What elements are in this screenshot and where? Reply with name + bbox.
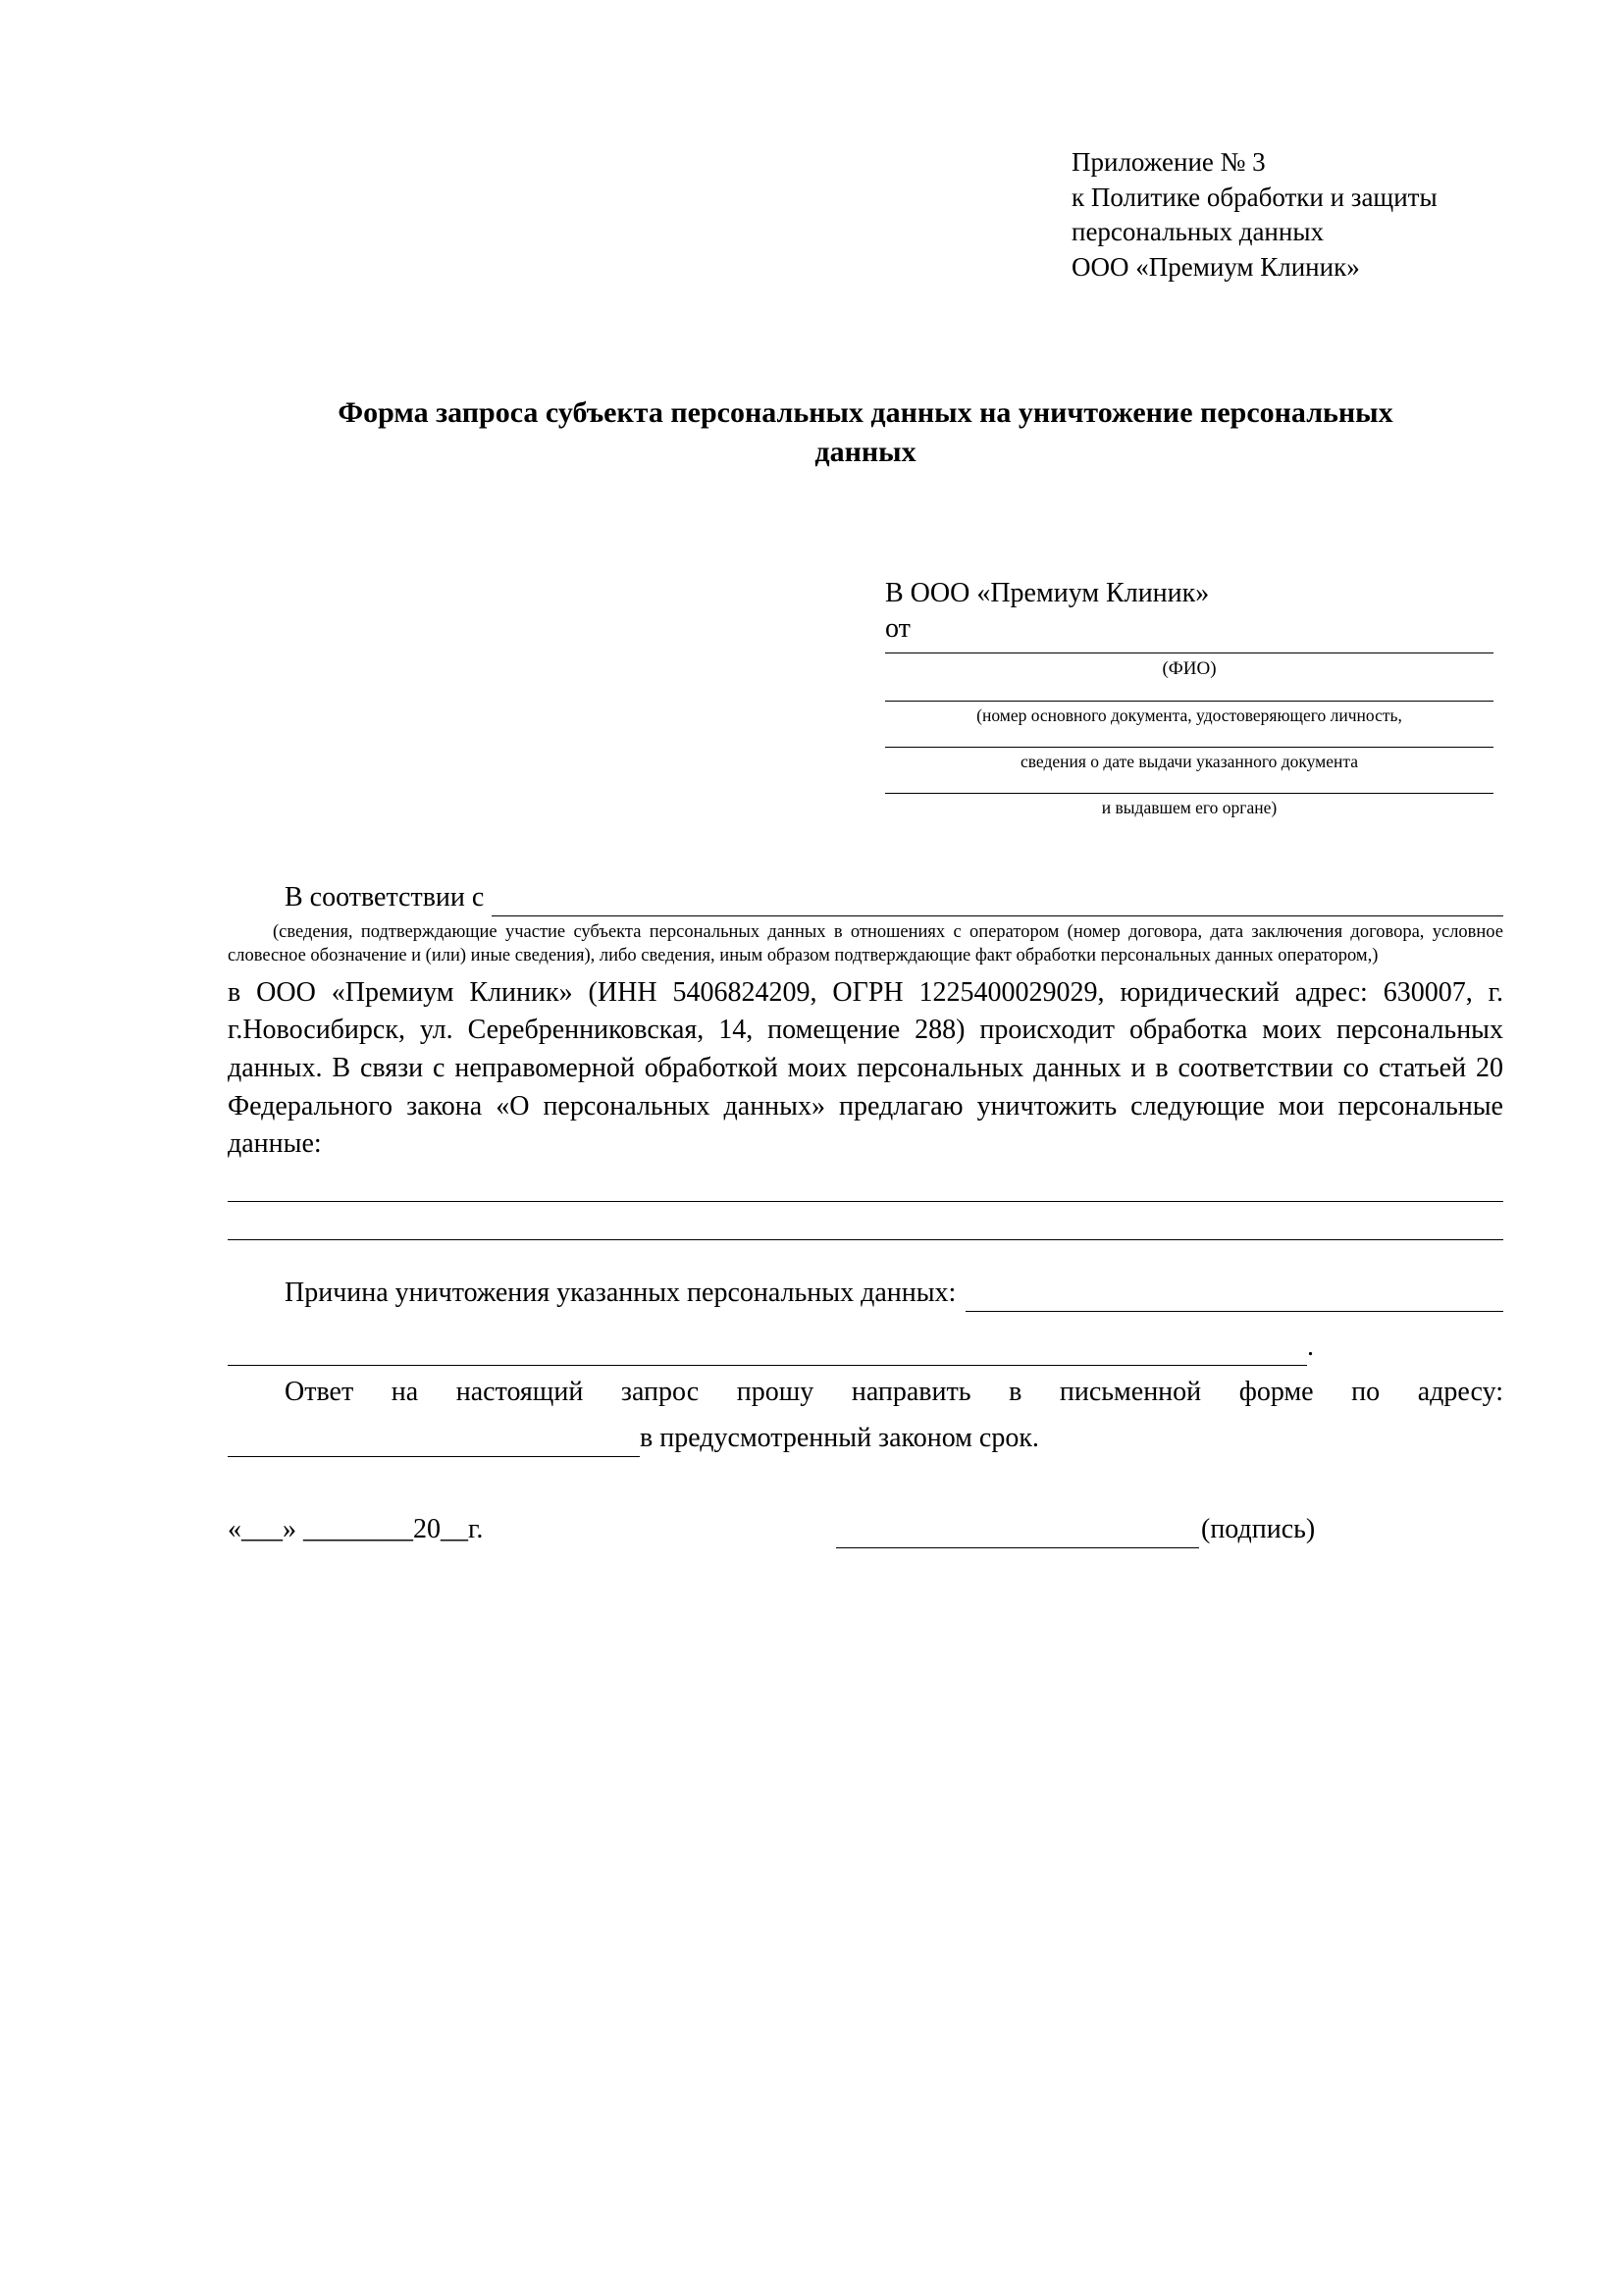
signature-input-line[interactable] (836, 1522, 1199, 1548)
document-content (228, 0, 1503, 1548)
document-number-input-line[interactable] (885, 701, 1493, 702)
reason-period: . (1307, 1331, 1314, 1362)
appendix-header (1072, 145, 1503, 286)
answer-tail: в предусмотренный законом срок. (640, 1423, 1039, 1454)
data-input-line-2[interactable] (228, 1239, 1503, 1240)
title-line-2: персональных данных (814, 395, 1393, 468)
answer-address-input-line[interactable] (228, 1431, 640, 1457)
reason-label: Причина уничтожения указанных персональных данных: (285, 1277, 957, 1308)
reason-row (228, 1276, 1503, 1312)
appendix-line-4: ООО «Премиум Клиник» (1072, 251, 1360, 282)
answer-text: Ответ на настоящий запрос прошу направить в письменной форме по адресу: (285, 1376, 1503, 1407)
reason-input-line-1[interactable] (966, 1285, 1503, 1312)
addressee-block (885, 576, 1493, 819)
date-field[interactable]: «___» ________20__г. (228, 1514, 484, 1545)
accordance-label: В соответствии с (285, 881, 485, 913)
main-paragraph: в ООО «Премиум Клиник» (ИНН 5406824209, ОГРН 1225400029029, юридический адрес: 630007, г. г.Новосибирск, ул. Серебренниковская, 14, помещение 288) происходит обработка моих персональных данных. В связи с неправомерной обработкой моих персональных данных и в соответствии со статьей 20 Федерального закона «О персональных данных» предлагаю уничтожить следующие мои персональные данные: (228, 976, 1503, 1160)
accordance-note (228, 920, 1503, 968)
note-text: (сведения, подтверждающие участие субъекта персональных данных в отношениях с оператором (номер договора, дата заключения договора, условное словесное обозначение и (или) иные сведения), либо сведения, иным образом подтверждающие факт обработки персональных данных оператором,) (228, 921, 1503, 966)
signature-row (228, 1512, 1503, 1548)
appendix-line-3: персональных данных (1072, 217, 1324, 247)
appendix-line-1: Приложение № 3 (1072, 147, 1266, 177)
body-block (228, 880, 1503, 1549)
fio-caption: (ФИО) (1162, 658, 1217, 680)
document-date-caption: сведения о дате выдачи указанного документа (1020, 751, 1358, 771)
document-organ-input-line[interactable] (885, 793, 1493, 794)
page-title (228, 393, 1503, 473)
reason-row-2 (228, 1330, 1503, 1366)
document-organ-caption: и выдавшем его органе) (1101, 797, 1278, 817)
addressee-to: В ООО «Премиум Клиник» (885, 577, 1210, 608)
title-line-1: Форма запроса субъекта персональных данных на уничтожение (338, 395, 1193, 429)
signature-label: (подпись) (1201, 1514, 1316, 1545)
accordance-row (228, 880, 1503, 916)
document-number-caption: (номер основного документа, удостоверяющего личность, (976, 705, 1402, 726)
answer-address-row (228, 1421, 1503, 1457)
accordance-input-line[interactable] (492, 890, 1503, 916)
fio-input-line[interactable] (885, 652, 1493, 653)
addressee-from-label: от (885, 612, 911, 644)
answer-paragraph (228, 1374, 1503, 1412)
reason-input-line-2[interactable] (228, 1339, 1307, 1366)
document-date-input-line[interactable] (885, 747, 1493, 748)
data-input-line-1[interactable] (228, 1201, 1503, 1202)
appendix-line-2: к Политике обработки и защиты (1072, 182, 1438, 212)
